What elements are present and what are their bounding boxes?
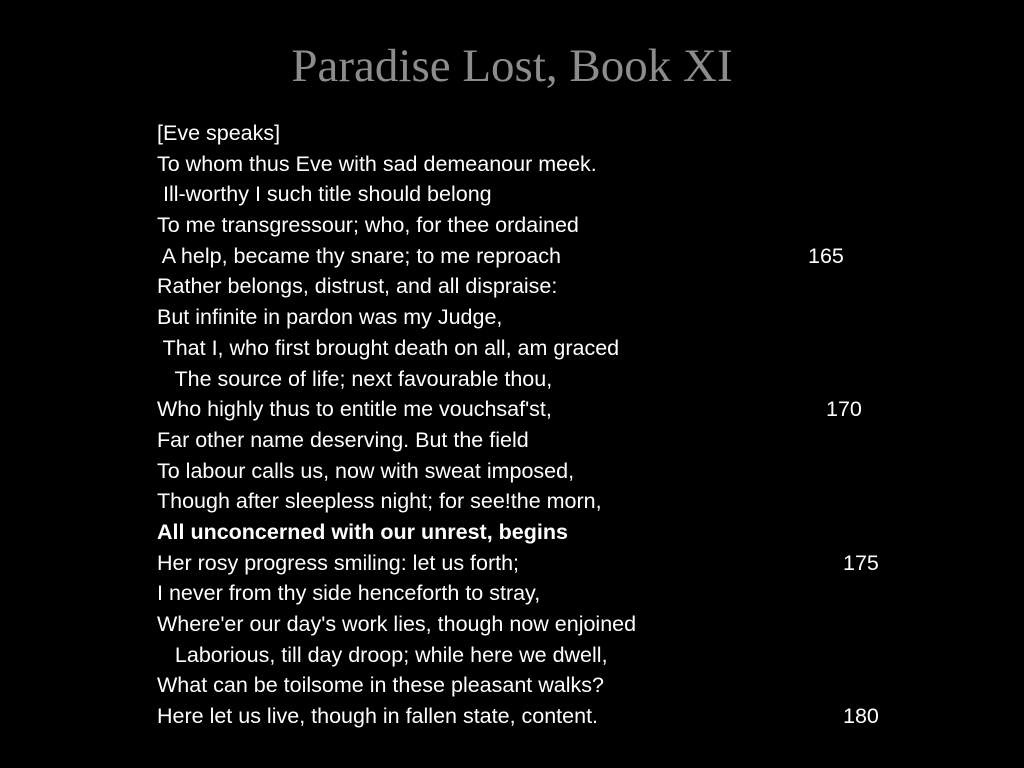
poem-line [157,364,917,395]
poem-line-text: What can be toilsome in these pleasant walks? [157,673,604,698]
poem-line [157,118,917,149]
poem-line-text: A help, became thy snare; to me reproach [157,243,561,268]
poem-line [157,640,917,671]
poem-line [157,210,917,241]
poem-line-text: I never from thy side henceforth to stray, [157,581,541,606]
poem-line [157,548,917,579]
slide-title: Paradise Lost, Book XI [291,40,733,92]
poem-line-text: All unconcerned with our unrest, begins [157,519,568,544]
poem-line [157,302,917,333]
poem-line-text: Her rosy progress smiling: let us forth; [157,550,520,575]
poem-line [157,425,917,456]
poem-line-text: Far other name deserving. But the field [157,427,529,452]
poem-line [157,670,917,701]
poem-line-text: That I, who first brought death on all, am graced [157,335,620,360]
poem-line-text: But infinite in pardon was my Judge, [157,305,503,330]
poem-line-text: Though after sleepless night; for see!the morn, [157,489,602,514]
poem-text [157,118,917,732]
poem-line [157,456,917,487]
poem-line [157,271,917,302]
poem-line [157,486,917,517]
poem-line-text: To labour calls us, now with sweat imposed, [157,458,575,483]
poem-line-text: To me transgressour; who, for thee ordained [157,213,579,238]
poem-line-text: [Eve speaks] [157,121,281,145]
poem-line-text: Here let us live, though in fallen state, content. [157,704,599,729]
poem-line-text: The source of life; next favourable thou, [157,366,553,391]
line-number: 180 [843,704,879,729]
poem-line [157,179,917,210]
poem-line-text: Ill-worthy I such title should belong [157,182,492,207]
poem-line-text: To whom thus Eve with sad demeanour meek. [157,151,597,176]
poem-line [157,149,917,180]
poem-line-text: Who highly thus to entitle me vouchsaf'st, [157,397,552,422]
poem-line [157,241,917,272]
poem-line-text: Rather belongs, distrust, and all dispraise: [157,274,558,299]
line-number: 170 [826,397,862,422]
poem-line [157,578,917,609]
poem-line-emphasized [157,517,917,548]
poem-line-text: Laborious, till day droop; while here we dwell, [157,642,608,667]
poem-line [157,333,917,364]
poem-line [157,394,917,425]
poem-line-text: Where'er our day's work lies, though now enjoined [157,612,637,636]
line-number: 175 [843,550,879,575]
poem-line [157,609,917,640]
poem-line [157,701,917,732]
line-number: 165 [808,243,844,268]
